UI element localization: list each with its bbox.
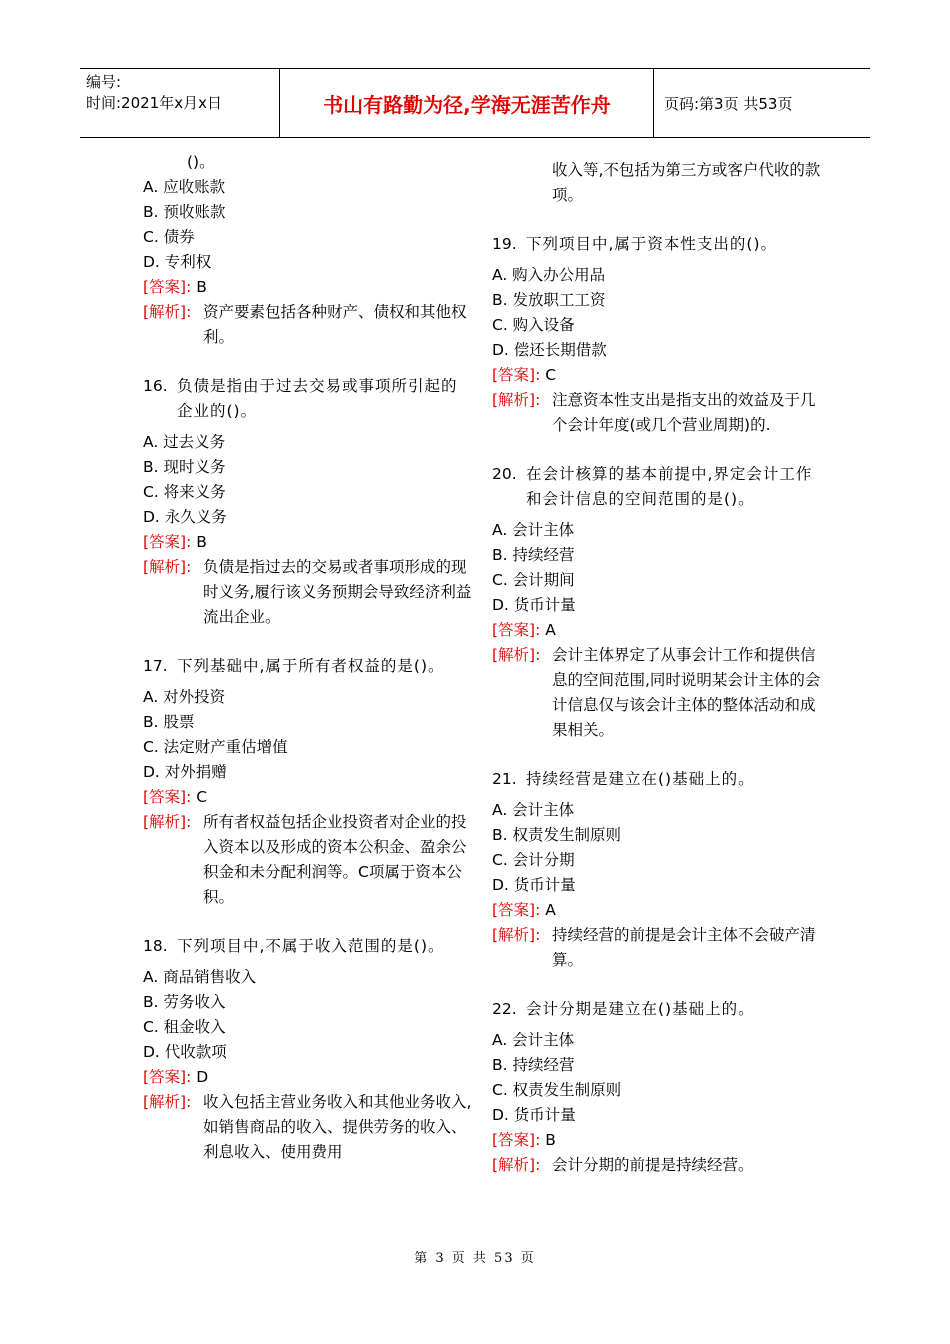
header-page-info: 页码:第3页 共53页 — [664, 94, 793, 113]
option: A. 会计主体 — [492, 801, 575, 819]
option: B. 股票 — [143, 713, 195, 731]
analysis — [143, 1090, 473, 1165]
question-number: 19. — [492, 235, 517, 253]
analysis — [143, 300, 473, 350]
option: D. 货币计量 — [492, 876, 576, 894]
answer-label: [答案]: — [492, 621, 541, 639]
option: A. 会计主体 — [492, 521, 575, 539]
time-label: 时间:2021年x月x日 — [86, 94, 222, 112]
option: C. 权责发生制原则 — [492, 1081, 622, 1099]
answer-value: A — [545, 901, 556, 919]
header-meta — [80, 69, 280, 137]
option: B. 预收账款 — [143, 203, 226, 221]
answer-line — [492, 363, 822, 388]
option: C. 会计期间 — [492, 571, 575, 589]
analysis — [143, 555, 473, 630]
question-21 — [492, 767, 822, 973]
answer-value: A — [545, 621, 556, 639]
analysis-text: 负债是指过去的交易或者事项形成的现时义务,履行该义务预期会导致经济利益流出企业。 — [203, 558, 472, 626]
analysis-label: [解析]: — [143, 558, 192, 576]
answer-value: C — [196, 788, 208, 806]
answer-label: [答案]: — [492, 366, 541, 384]
question-stem — [492, 997, 822, 1022]
question-number: 20. — [492, 465, 517, 483]
answer-value: C — [545, 366, 557, 384]
option: D. 专利权 — [143, 253, 212, 271]
option: A. 商品销售收入 — [143, 968, 257, 986]
option: D. 对外捐赠 — [143, 763, 227, 781]
question-17 — [143, 654, 473, 910]
answer-value: B — [545, 1131, 556, 1149]
analysis-label: [解析]: — [143, 1093, 192, 1111]
question-text: 在会计核算的基本前提中,界定会计工作和会计信息的空间范围的是()。 — [526, 465, 813, 508]
analysis — [492, 923, 822, 973]
option: D. 代收款项 — [143, 1043, 227, 1061]
analysis-text: 资产要素包括各种财产、债权和其他权利。 — [203, 303, 467, 346]
option: C. 将来义务 — [143, 483, 226, 501]
analysis-text: 会计主体界定了从事会计工作和提供信息的空间范围,同时说明某会计主体的会计信息仅与该会计主体的整体活动和成果相关。 — [552, 646, 821, 739]
analysis-label: [解析]: — [492, 1156, 541, 1174]
analysis-continued — [492, 158, 822, 208]
answer-value: B — [196, 533, 207, 551]
option: D. 永久义务 — [143, 508, 227, 526]
question-stem — [492, 767, 822, 792]
option: C. 法定财产重估增值 — [143, 738, 288, 756]
question-19 — [492, 232, 822, 438]
question-stem — [492, 232, 822, 257]
option: A. 应收账款 — [143, 178, 226, 196]
option: D. 偿还长期借款 — [492, 341, 607, 359]
answer-line — [492, 1128, 822, 1153]
answer-line — [492, 618, 822, 643]
question-text: 负债是指由于过去交易或事项所引起的企业的()。 — [177, 377, 458, 420]
analysis-text: 收入等,不包括为第三方或客户代收的款项。 — [552, 161, 821, 204]
question-text: 会计分期是建立在()基础上的。 — [526, 1000, 755, 1018]
answer-line — [143, 1065, 473, 1090]
answer-label: [答案]: — [143, 1068, 192, 1086]
analysis-label: [解析]: — [492, 646, 541, 664]
question-text: 下列项目中,不属于收入范围的是()。 — [177, 937, 445, 955]
option: B. 现时义务 — [143, 458, 226, 476]
answer-line — [143, 275, 473, 300]
analysis-text: 所有者权益包括企业投资者对企业的投入资本以及形成的资本公积金、盈余公积金和未分配利润等。C项属于资本公积。 — [203, 813, 467, 906]
question-18 — [143, 934, 473, 1165]
question-15 — [143, 175, 473, 350]
question-number: 21. — [492, 770, 517, 788]
analysis-text: 持续经营的前提是会计主体不会破产清算。 — [552, 926, 816, 969]
answer-line — [143, 530, 473, 555]
answer-value: D — [196, 1068, 209, 1086]
analysis-label: [解析]: — [492, 391, 541, 409]
option: A. 过去义务 — [143, 433, 226, 451]
analysis — [492, 1153, 822, 1178]
analysis — [492, 388, 822, 438]
answer-label: [答案]: — [143, 278, 192, 296]
analysis-label: [解析]: — [492, 926, 541, 944]
analysis — [143, 810, 473, 910]
answer-label: [答案]: — [143, 788, 192, 806]
option: C. 购入设备 — [492, 316, 575, 334]
question-number: 17. — [143, 657, 168, 675]
page-footer: 第 3 页 共 53 页 — [414, 1251, 536, 1266]
analysis-text: 收入包括主营业务收入和其他业务收入,如销售商品的收入、提供劳务的收入、利息收入、使用费用 — [203, 1093, 472, 1161]
option: B. 发放职工工资 — [492, 291, 606, 309]
option: B. 劳务收入 — [143, 993, 226, 1011]
question-stem — [143, 374, 473, 424]
left-column — [143, 150, 473, 1165]
page-header — [80, 68, 870, 138]
question-22 — [492, 997, 822, 1178]
question-text: 下列项目中,属于资本性支出的()。 — [526, 235, 778, 253]
question-text: 下列基础中,属于所有者权益的是()。 — [177, 657, 445, 675]
analysis-label: [解析]: — [143, 303, 192, 321]
question-number: 16. — [143, 377, 168, 395]
question-text: 持续经营是建立在()基础上的。 — [526, 770, 755, 788]
analysis-text: 会计分期的前提是持续经营。 — [552, 1156, 754, 1174]
right-column — [492, 158, 822, 1178]
option: B. 持续经营 — [492, 1056, 575, 1074]
option: D. 货币计量 — [492, 596, 576, 614]
option: A. 会计主体 — [492, 1031, 575, 1049]
analysis — [492, 643, 822, 743]
question-stem — [143, 654, 473, 679]
answer-line — [492, 898, 822, 923]
answer-label: [答案]: — [492, 901, 541, 919]
question-16 — [143, 374, 473, 630]
question-20 — [492, 462, 822, 743]
option: C. 租金收入 — [143, 1018, 226, 1036]
question-stem-continued: ()。 — [187, 153, 215, 171]
analysis-text: 注意资本性支出是指支出的效益及于几个会计年度(或几个营业周期)的. — [552, 391, 816, 434]
option: B. 权责发生制原则 — [492, 826, 621, 844]
answer-value: B — [196, 278, 207, 296]
question-stem — [143, 934, 473, 959]
answer-line — [143, 785, 473, 810]
analysis-label: [解析]: — [143, 813, 192, 831]
question-stem — [492, 462, 822, 512]
question-number: 22. — [492, 1000, 517, 1018]
header-motto: 书山有路勤为径,学海无涯苦作舟 — [281, 69, 654, 137]
option: A. 购入办公用品 — [492, 266, 606, 284]
option: C. 债券 — [143, 228, 195, 246]
option: B. 持续经营 — [492, 546, 575, 564]
answer-label: [答案]: — [492, 1131, 541, 1149]
answer-label: [答案]: — [143, 533, 192, 551]
option: D. 货币计量 — [492, 1106, 576, 1124]
option: A. 对外投资 — [143, 688, 226, 706]
option: C. 会计分期 — [492, 851, 575, 869]
question-number: 18. — [143, 937, 168, 955]
number-label: 编号: — [86, 73, 122, 91]
